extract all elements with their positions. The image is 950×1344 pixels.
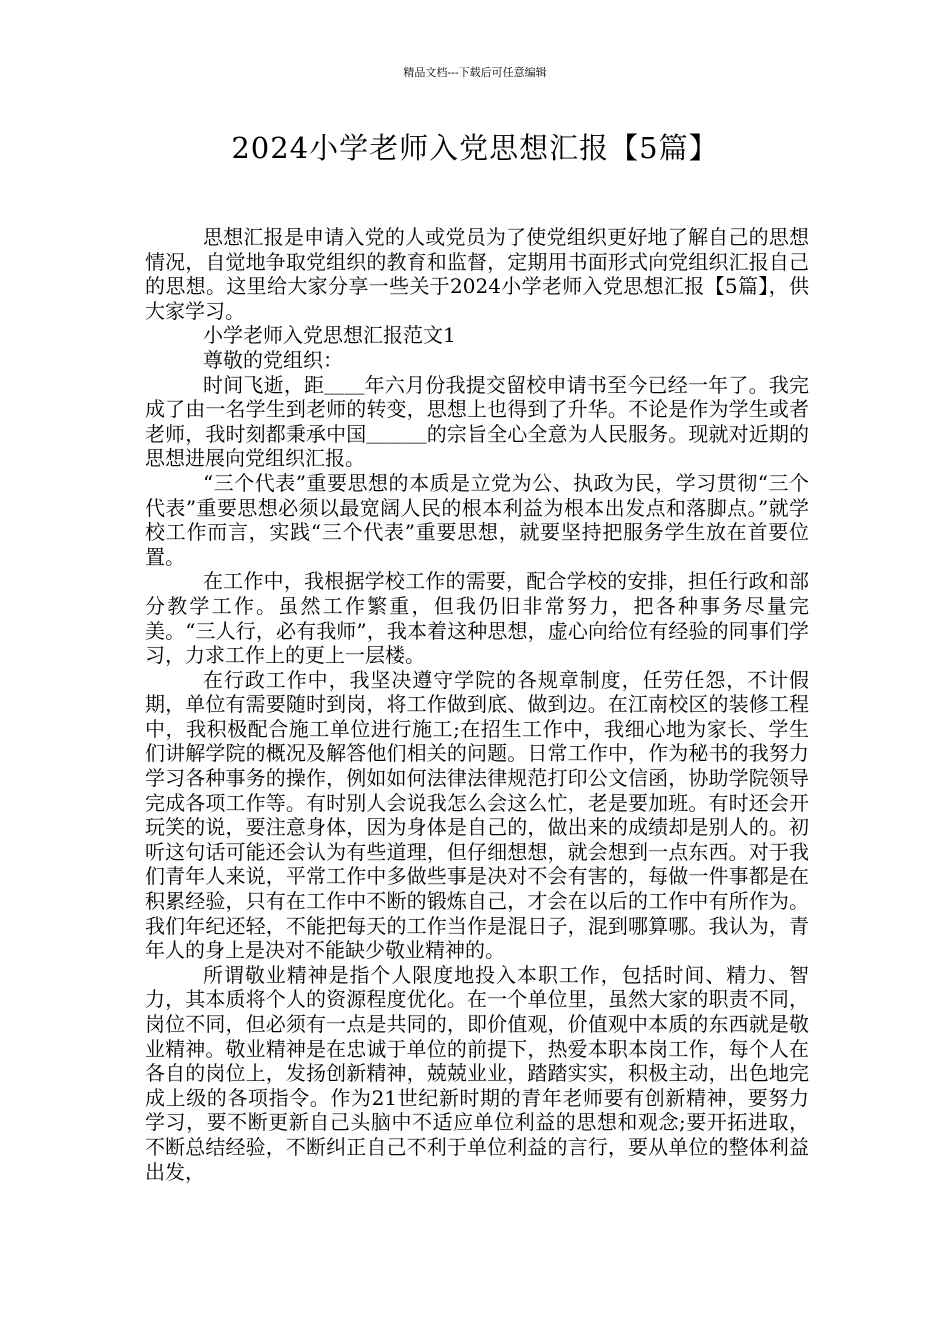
body-paragraph: 所谓敬业精神是指个人限度地投入本职工作，包括时间、精力、智力，其本质将个人的资源程度优化。在一个单位里，虽然大家的职责不同，岗位不同，但必须有一点是共同的，即价值观，价值观中本质的东西就是敬业精神。敬业精神是在忠诚于单位的前提下，热爱本职本岗工作，每个人在各自的岗位上，发扬创新精神，兢兢业业，踏踏实实，积极主动，出色地完成上级的各项指令。作为21世纪新时期的青年老师要有创新精神，要努力学习，要不断更新自己头脑中不适应单位利益的思想和观念;要开拓进取，不断总结经验，不断纠正自己不利于单位利益的言行，要从单位的整体利益出发， <box>145 962 809 1184</box>
body-paragraph: 在工作中，我根据学校工作的需要，配合学校的安排，担任行政和部分教学工作。虽然工作繁重，但我仍旧非常努力，把各种事务尽量完美。“三人行，必有我师”，我本着这种思想，虚心向给位有经验的同事们学习，力求工作上的更上一层楼。 <box>145 569 809 668</box>
header-note: 精品文档---下载后可任意编辑 <box>403 66 547 79</box>
body-paragraph: 在行政工作中，我坚决遵守学院的各规章制度，任劳任怨，不计假期，单位有需要随时到岗，将工作做到底、做到边。在江南校区的装修工程中，我积极配合施工单位进行施工;在招生工作中，我细心地为家长、学生们讲解学院的概况及解答他们相关的问题。日常工作中，作为秘书的我努力学习各种事务的操作，例如如何法律法律规范打印公文信函，协助学院领导完成各项工作等。有时别人会说我怎么会这么忙，老是要加班。有时还会开玩笑的说，要注意身体，因为身体是自己的，做出来的成绩却是别人的。初听这句话可能还会认为有些道理，但仔细想想，就会想到一点东西。对于我们青年人来说，平常工作中多做些事是决对不会有害的，每做一件事都是在积累经验，只有在工作中不断的锻炼自己，才会在以后的工作中有所作为。我们年纪还轻，不能把每天的工作当作是混日子，混到哪算哪。我认为，青年人的身上是决对不能缺少敬业精神的。 <box>145 667 809 963</box>
document-body <box>145 225 809 1184</box>
document-title: 2024小学老师入党思想汇报【5篇】 <box>231 131 719 165</box>
salutation: 尊敬的党组织： <box>203 347 343 372</box>
body-paragraph: 时间飞逝，距＿＿年六月份我提交留校申请书至今已经一年了。我完成了由一名学生到老师的转变，思想上也得到了升华。不论是作为学生或者老师，我时刻都秉承中国＿＿＿的宗旨全心全意为人民服务。现就对近期的思想进展向党组织汇报。 <box>145 372 809 471</box>
intro-paragraph: 思想汇报是申请入党的人或党员为了使党组织更好地了解自己的思想情况，自觉地争取党组织的教育和监督，定期用书面形式向党组织汇报自己的思想。这里给大家分享一些关于2024小学老师入党思想汇报【5篇】，供大家学习。 <box>145 225 809 323</box>
section-heading: 小学老师入党思想汇报范文1 <box>203 323 456 348</box>
body-paragraph: “三个代表”重要思想的本质是立党为公、执政为民，学习贯彻“三个代表”重要思想必须以最宽阔人民的根本利益为根本出发点和落脚点。”就学校工作而言，实践“三个代表”重要思想，就要坚持把服务学生放在首要位置。 <box>145 470 809 569</box>
